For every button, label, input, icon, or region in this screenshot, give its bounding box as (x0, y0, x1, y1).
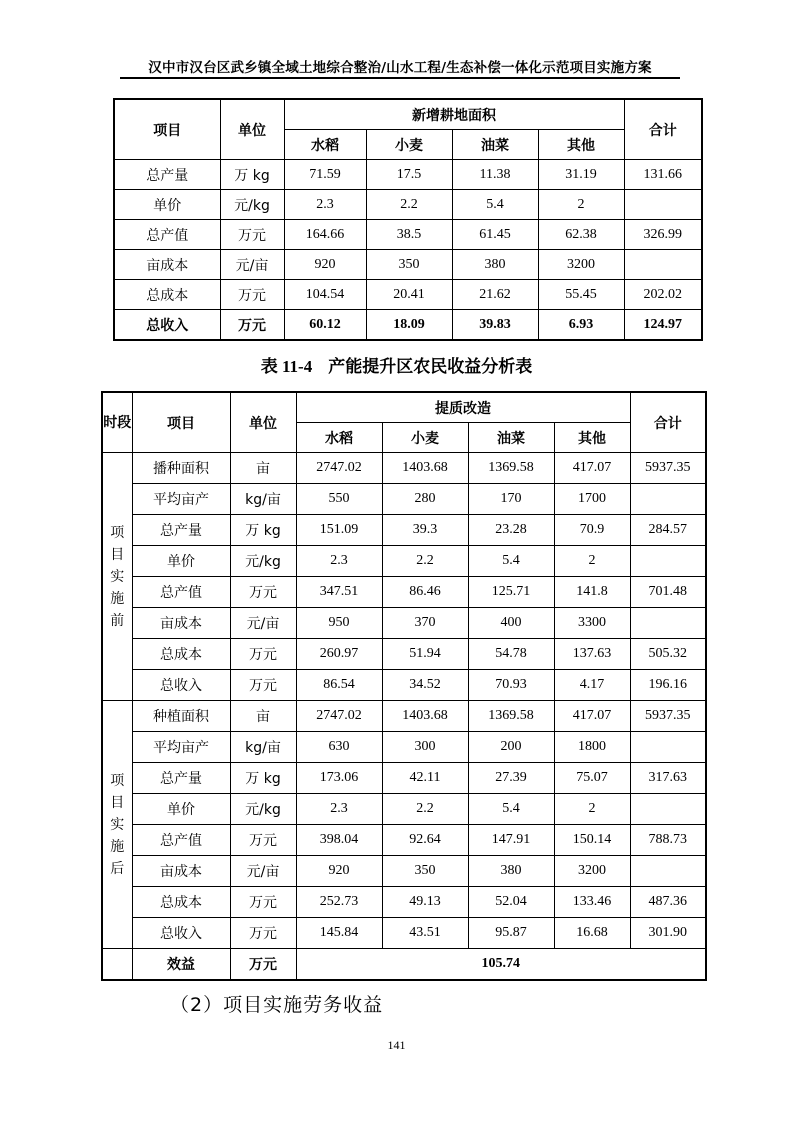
table-row (102, 825, 706, 856)
value-cell: 5.4 (468, 794, 554, 825)
row-label: 播种面积 (132, 453, 230, 484)
table-row (102, 453, 706, 484)
value-cell: 3200 (538, 250, 624, 280)
new-farmland-income-table (113, 98, 703, 341)
value-cell: 1369.58 (468, 453, 554, 484)
value-cell: 173.06 (296, 763, 382, 794)
total-cell (630, 794, 706, 825)
row-unit: 元/亩 (220, 250, 284, 280)
row-label: 总收入 (132, 670, 230, 701)
row-label: 总收入 (114, 310, 220, 341)
value-cell: 151.09 (296, 515, 382, 546)
header-total: 合计 (630, 392, 706, 453)
value-cell: 350 (382, 856, 468, 887)
row-unit: 万元 (220, 220, 284, 250)
value-cell: 417.07 (554, 701, 630, 732)
table-row (102, 701, 706, 732)
table-row (102, 608, 706, 639)
total-cell: 317.63 (630, 763, 706, 794)
value-cell: 6.93 (538, 310, 624, 341)
value-cell: 54.78 (468, 639, 554, 670)
value-cell: 380 (452, 250, 538, 280)
total-cell: 701.48 (630, 577, 706, 608)
value-cell: 21.62 (452, 280, 538, 310)
total-cell: 124.97 (624, 310, 702, 341)
running-header: 汉中市汉台区武乡镇全域土地综合整治/山水工程/生态补偿一体化示范项目实施方案 (148, 60, 652, 76)
row-unit: kg/亩 (230, 484, 296, 515)
value-cell: 137.63 (554, 639, 630, 670)
value-cell: 2.3 (296, 794, 382, 825)
total-cell: 5937.35 (630, 453, 706, 484)
header-crop: 小麦 (366, 130, 452, 160)
total-cell: 505.32 (630, 639, 706, 670)
value-cell: 300 (382, 732, 468, 763)
value-cell: 42.11 (382, 763, 468, 794)
value-cell: 3300 (554, 608, 630, 639)
value-cell: 280 (382, 484, 468, 515)
header-unit: 单位 (230, 392, 296, 453)
row-label: 亩成本 (132, 608, 230, 639)
total-cell (624, 250, 702, 280)
row-unit: 万元 (230, 639, 296, 670)
value-cell: 31.19 (538, 160, 624, 190)
total-cell (630, 856, 706, 887)
benefit-spacer (102, 949, 132, 981)
value-cell: 1403.68 (382, 453, 468, 484)
table-row (114, 280, 702, 310)
row-label: 总成本 (114, 280, 220, 310)
row-label: 平均亩产 (132, 484, 230, 515)
table-row (114, 250, 702, 280)
value-cell: 86.46 (382, 577, 468, 608)
value-cell: 630 (296, 732, 382, 763)
table-row (102, 732, 706, 763)
table-row (102, 918, 706, 949)
section-subheading: （2）项目实施劳务收益 (170, 994, 384, 1016)
value-cell: 17.5 (366, 160, 452, 190)
value-cell: 141.8 (554, 577, 630, 608)
total-cell (624, 190, 702, 220)
row-label: 总产值 (114, 220, 220, 250)
row-unit: 亩 (230, 701, 296, 732)
value-cell: 60.12 (284, 310, 366, 341)
value-cell: 2.2 (382, 546, 468, 577)
header-crop: 水稻 (284, 130, 366, 160)
value-cell: 4.17 (554, 670, 630, 701)
value-cell: 2.2 (366, 190, 452, 220)
value-cell: 52.04 (468, 887, 554, 918)
value-cell: 92.64 (382, 825, 468, 856)
value-cell: 23.28 (468, 515, 554, 546)
header-total: 合计 (624, 99, 702, 160)
value-cell: 34.52 (382, 670, 468, 701)
value-cell: 347.51 (296, 577, 382, 608)
value-cell: 18.09 (366, 310, 452, 341)
value-cell: 2.2 (382, 794, 468, 825)
value-cell: 2747.02 (296, 453, 382, 484)
value-cell: 70.9 (554, 515, 630, 546)
row-unit: 万元 (230, 577, 296, 608)
value-cell: 252.73 (296, 887, 382, 918)
value-cell: 43.51 (382, 918, 468, 949)
value-cell: 39.83 (452, 310, 538, 341)
row-unit: 万元 (220, 310, 284, 341)
value-cell: 400 (468, 608, 554, 639)
row-label: 亩成本 (132, 856, 230, 887)
header-crop: 油菜 (452, 130, 538, 160)
row-label: 总产值 (132, 577, 230, 608)
row-unit: 亩 (230, 453, 296, 484)
period-label-before (102, 453, 132, 701)
benefit-unit: 万元 (230, 949, 296, 981)
header-item: 项目 (132, 392, 230, 453)
value-cell: 2 (538, 190, 624, 220)
value-cell: 260.97 (296, 639, 382, 670)
row-label: 总成本 (132, 639, 230, 670)
total-cell (630, 546, 706, 577)
total-cell: 196.16 (630, 670, 706, 701)
total-cell: 788.73 (630, 825, 706, 856)
value-cell: 70.93 (468, 670, 554, 701)
value-cell: 71.59 (284, 160, 366, 190)
total-cell: 202.02 (624, 280, 702, 310)
value-cell: 62.38 (538, 220, 624, 250)
header-rule (120, 77, 680, 79)
row-unit: kg/亩 (230, 732, 296, 763)
caption-title: 产能提升区农民收益分析表 (328, 357, 533, 377)
value-cell: 200 (468, 732, 554, 763)
value-cell: 380 (468, 856, 554, 887)
total-cell: 326.99 (624, 220, 702, 250)
caption-number: 表 11-4 (260, 357, 313, 376)
row-label: 亩成本 (114, 250, 220, 280)
value-cell: 3200 (554, 856, 630, 887)
period-label-text: 项目实施前 (110, 524, 125, 629)
value-cell: 55.45 (538, 280, 624, 310)
header-crop: 其他 (538, 130, 624, 160)
value-cell: 170 (468, 484, 554, 515)
total-cell (630, 608, 706, 639)
table-row (102, 546, 706, 577)
value-cell: 147.91 (468, 825, 554, 856)
value-cell: 86.54 (296, 670, 382, 701)
value-cell: 2747.02 (296, 701, 382, 732)
total-cell (630, 484, 706, 515)
value-cell: 20.41 (366, 280, 452, 310)
row-label: 种植面积 (132, 701, 230, 732)
value-cell: 61.45 (452, 220, 538, 250)
value-cell: 27.39 (468, 763, 554, 794)
row-label: 总产量 (114, 160, 220, 190)
header-crop: 水稻 (296, 423, 382, 453)
farmer-income-analysis-table (101, 391, 707, 981)
value-cell: 1369.58 (468, 701, 554, 732)
total-cell: 131.66 (624, 160, 702, 190)
period-label-after (102, 701, 132, 949)
row-label: 单价 (114, 190, 220, 220)
value-cell: 133.46 (554, 887, 630, 918)
table-row (114, 160, 702, 190)
value-cell: 125.71 (468, 577, 554, 608)
row-unit: 万元 (230, 918, 296, 949)
table-row (102, 856, 706, 887)
value-cell: 39.3 (382, 515, 468, 546)
row-label: 单价 (132, 794, 230, 825)
benefit-row (102, 949, 706, 981)
table-row (102, 763, 706, 794)
row-label: 总成本 (132, 887, 230, 918)
value-cell: 920 (296, 856, 382, 887)
value-cell: 11.38 (452, 160, 538, 190)
header-group: 新增耕地面积 (284, 99, 624, 130)
row-unit: 元/kg (230, 794, 296, 825)
row-label: 总收入 (132, 918, 230, 949)
period-label-text: 项目实施后 (110, 772, 125, 877)
row-unit: 万元 (230, 887, 296, 918)
row-unit: 万元 (230, 670, 296, 701)
total-cell: 487.36 (630, 887, 706, 918)
value-cell: 95.87 (468, 918, 554, 949)
value-cell: 1403.68 (382, 701, 468, 732)
total-cell: 301.90 (630, 918, 706, 949)
header-crop: 油菜 (468, 423, 554, 453)
row-label: 总产量 (132, 763, 230, 794)
row-unit: 万 kg (220, 160, 284, 190)
table-row (114, 310, 702, 341)
value-cell: 920 (284, 250, 366, 280)
header-item: 项目 (114, 99, 220, 160)
table-row (114, 220, 702, 250)
table-row (102, 639, 706, 670)
header-group: 提质改造 (296, 392, 630, 423)
table-caption (0, 352, 793, 377)
value-cell: 51.94 (382, 639, 468, 670)
page-number: 141 (387, 1038, 406, 1052)
value-cell: 370 (382, 608, 468, 639)
row-unit: 万 kg (230, 763, 296, 794)
value-cell: 38.5 (366, 220, 452, 250)
value-cell: 104.54 (284, 280, 366, 310)
header-period: 时段 (102, 392, 132, 453)
value-cell: 1800 (554, 732, 630, 763)
row-label: 平均亩产 (132, 732, 230, 763)
total-cell (630, 732, 706, 763)
row-label: 总产量 (132, 515, 230, 546)
row-unit: 万元 (220, 280, 284, 310)
value-cell: 2.3 (296, 546, 382, 577)
total-cell: 5937.35 (630, 701, 706, 732)
value-cell: 417.07 (554, 453, 630, 484)
total-cell: 284.57 (630, 515, 706, 546)
table-row (102, 887, 706, 918)
row-unit: 元/kg (220, 190, 284, 220)
value-cell: 2 (554, 794, 630, 825)
table-row (102, 670, 706, 701)
header-crop: 其他 (554, 423, 630, 453)
row-unit: 元/kg (230, 546, 296, 577)
value-cell: 16.68 (554, 918, 630, 949)
row-label: 总产值 (132, 825, 230, 856)
value-cell: 5.4 (468, 546, 554, 577)
row-unit: 万 kg (230, 515, 296, 546)
row-label: 单价 (132, 546, 230, 577)
table-row (102, 577, 706, 608)
table-row (102, 515, 706, 546)
table-row (114, 190, 702, 220)
value-cell: 950 (296, 608, 382, 639)
table-row (102, 794, 706, 825)
value-cell: 550 (296, 484, 382, 515)
value-cell: 350 (366, 250, 452, 280)
value-cell: 49.13 (382, 887, 468, 918)
value-cell: 75.07 (554, 763, 630, 794)
benefit-label: 效益 (132, 949, 230, 981)
row-unit: 元/亩 (230, 608, 296, 639)
benefit-value: 105.74 (296, 949, 706, 981)
value-cell: 2.3 (284, 190, 366, 220)
value-cell: 5.4 (452, 190, 538, 220)
value-cell: 2 (554, 546, 630, 577)
header-unit: 单位 (220, 99, 284, 160)
value-cell: 150.14 (554, 825, 630, 856)
table-row (102, 484, 706, 515)
row-unit: 元/亩 (230, 856, 296, 887)
header-crop: 小麦 (382, 423, 468, 453)
value-cell: 398.04 (296, 825, 382, 856)
value-cell: 1700 (554, 484, 630, 515)
value-cell: 164.66 (284, 220, 366, 250)
value-cell: 145.84 (296, 918, 382, 949)
row-unit: 万元 (230, 825, 296, 856)
